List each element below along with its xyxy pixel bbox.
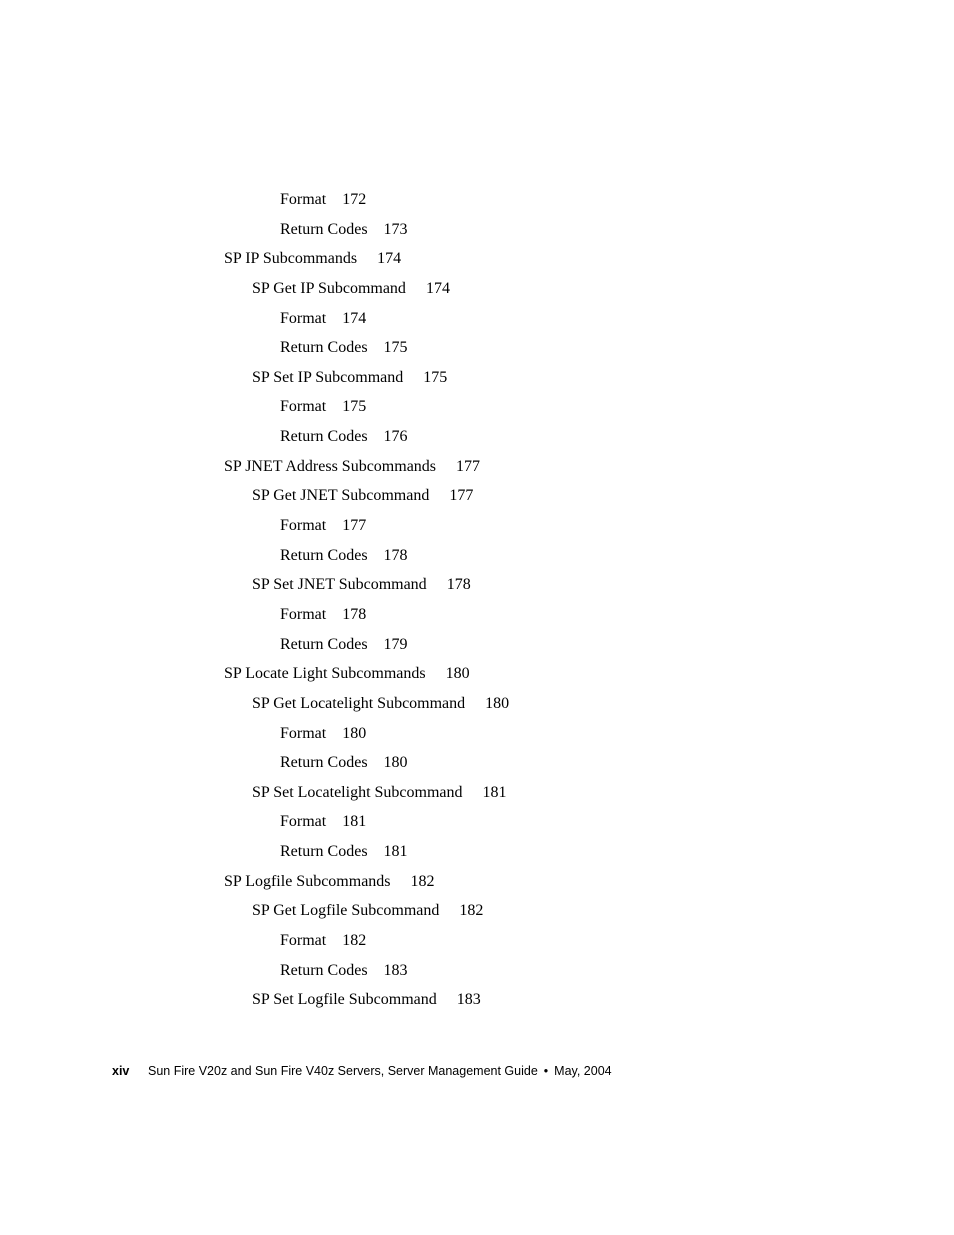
toc-entry[interactable] [0,664,954,694]
toc-entry-title: Format [280,605,327,623]
table-of-contents [0,190,954,1020]
toc-entry[interactable] [0,694,954,724]
toc-entry-page-number: 180 [342,724,367,742]
toc-entry[interactable] [0,486,954,516]
toc-entry[interactable] [0,457,954,487]
toc-entry[interactable] [0,753,954,783]
toc-entry-title: Format [280,309,327,327]
toc-entry[interactable] [0,220,954,250]
toc-entry-title: SP Logfile Subcommands [224,872,391,890]
toc-entry-page-number: 180 [383,754,408,772]
toc-entry-title: Return Codes [280,339,368,357]
toc-entry-title: SP JNET Address Subcommands [224,457,437,475]
toc-entry-page-number: 178 [342,605,367,623]
toc-entry[interactable] [0,190,954,220]
toc-entry[interactable] [0,961,954,991]
toc-entry[interactable] [0,872,954,902]
toc-entry[interactable] [0,546,954,576]
toc-entry[interactable] [0,427,954,457]
toc-entry-title: SP Get Locatelight Subcommand [252,694,466,712]
toc-entry-title: Format [280,932,327,950]
toc-entry-title: SP Set JNET Subcommand [252,576,427,594]
toc-entry-page-number: 174 [342,309,367,327]
publication-date: May, 2004 [554,1064,612,1078]
toc-entry-page-number: 176 [383,428,408,446]
toc-entry-page-number: 181 [383,843,408,861]
toc-entry-page-number: 177 [449,487,474,505]
toc-entry[interactable] [0,812,954,842]
toc-entry-page-number: 183 [456,991,481,1009]
toc-entry-page-number: 180 [445,665,470,683]
toc-entry[interactable] [0,279,954,309]
toc-entry-page-number: 177 [342,517,367,535]
toc-entry-page-number: 181 [482,783,507,801]
toc-entry-title: Format [280,813,327,831]
toc-entry-title: Return Codes [280,961,368,979]
toc-entry-title: SP Set Locatelight Subcommand [252,783,463,801]
toc-entry-title: Return Codes [280,428,368,446]
toc-entry[interactable] [0,931,954,961]
toc-entry[interactable] [0,249,954,279]
toc-entry-title: Format [280,191,327,208]
toc-entry[interactable] [0,635,954,665]
toc-entry-title: Return Codes [280,546,368,564]
toc-entry-title: SP Set IP Subcommand [252,368,404,386]
toc-entry-page-number: 178 [446,576,471,594]
toc-entry-title: SP Get IP Subcommand [252,279,406,297]
toc-entry-page-number: 178 [383,546,408,564]
toc-entry-title: Format [280,398,327,416]
toc-entry-title: SP Get JNET Subcommand [252,487,430,505]
toc-entry[interactable] [0,842,954,872]
toc-entry-page-number: 172 [342,191,367,208]
toc-entry-page-number: 174 [377,250,402,268]
toc-entry-title: SP Set Logfile Subcommand [252,991,437,1009]
toc-entry[interactable] [0,338,954,368]
toc-entry-title: Return Codes [280,754,368,772]
toc-entry-page-number: 173 [383,220,408,238]
toc-entry[interactable] [0,783,954,813]
toc-entry-page-number: 182 [459,902,484,920]
toc-entry-title: Format [280,517,327,535]
page-footer [112,1063,612,1079]
toc-entry-title: SP Locate Light Subcommands [224,665,426,683]
toc-entry-page-number: 180 [485,694,510,712]
toc-entry[interactable] [0,990,954,1020]
toc-entry[interactable] [0,901,954,931]
toc-entry-title: SP IP Subcommands [224,250,358,268]
toc-entry[interactable] [0,516,954,546]
toc-entry-page-number: 175 [423,368,448,386]
toc-entry-page-number: 179 [383,635,408,653]
toc-entry-title: Return Codes [280,843,368,861]
toc-entry-page-number: 177 [456,457,481,475]
page-number: xiv [112,1064,130,1078]
toc-entry-title: Return Codes [280,635,368,653]
toc-entry[interactable] [0,368,954,398]
footer-separator: • [543,1064,549,1078]
toc-entry[interactable] [0,605,954,635]
toc-entry-page-number: 182 [410,872,435,890]
toc-entry-page-number: 175 [383,339,408,357]
toc-entry-page-number: 183 [383,961,408,979]
toc-entry[interactable] [0,309,954,339]
toc-entry[interactable] [0,724,954,754]
toc-entry-title: Return Codes [280,220,368,238]
toc-entry-page-number: 174 [425,279,450,297]
toc-entry-page-number: 182 [342,932,367,950]
toc-entry[interactable] [0,575,954,605]
book-title: Sun Fire V20z and Sun Fire V40z Servers, Server Management Guide [148,1064,538,1078]
toc-entry[interactable] [0,397,954,427]
toc-entry-title: Format [280,724,327,742]
toc-entry-page-number: 181 [342,813,367,831]
toc-entry-page-number: 175 [342,398,367,416]
toc-entry-title: SP Get Logfile Subcommand [252,902,440,920]
